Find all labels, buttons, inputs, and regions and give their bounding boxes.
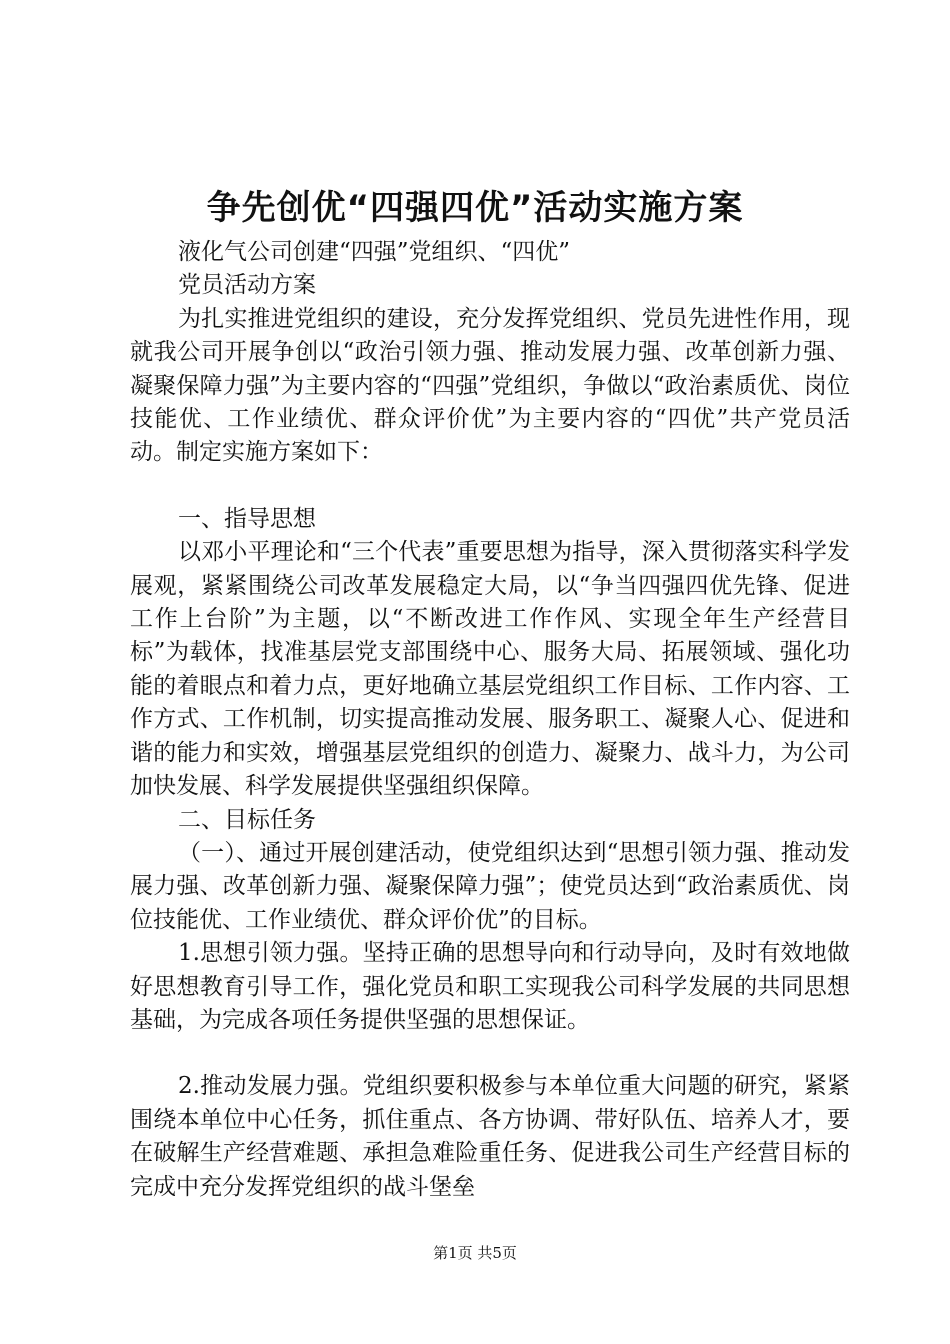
section-1-paragraph: 以邓小平理论和“三个代表”重要思想为指导，深入贯彻落实科学发展观，紧紧围绕公司改革发展稳定大局，以“争当四强四优先锋、促进工作上台阶”为主题，以“不断改进工作作风、实现全年生产经营目标”为载体，找准基层党支部围绕中心、服务大局、拓展领域、强化功能的着眼点和着力点，更好地确立基层党组织工作目标、工作内容、工作方式、工作机制，切实提高推动发展、服务职工、凝聚人心、促进和谐的能力和实效，增强基层党组织的创造力、凝聚力、战斗力，为公司加快发展、科学发展提供坚强组织保障。	[130, 539, 850, 800]
section-1-heading: 一、指导思想	[178, 505, 316, 532]
intro-paragraph: 为扎实推进党组织的建设，充分发挥党组织、党员先进性作用，现就我公司开展争创以“政治引领力强、推动发展力强、改革创新力强、凝聚保障力强”为主要内容的“四强”党组织，争做以“政治素质优、岗位技能优、工作业绩优、群众评价优”为主要内容的“四优”共产党员活动。制定实施方案如下：	[130, 305, 850, 466]
paragraph-gap	[130, 470, 850, 503]
section-2-subsection-1: （一）、通过开展创建活动，使党组织达到“思想引领力强、推动发展力强、改革创新力强、凝聚保障力强”；使党员达到“政治素质优、岗位技能优、工作业绩优、群众评价优”的目标。	[130, 839, 850, 933]
item-1-paragraph: 1.思想引领力强。坚持正确的思想导向和行动导向，及时有效地做好思想教育引导工作，强化党员和职工实现我公司科学发展的共同思想基础，为完成各项任务提供坚强的思想保证。	[130, 940, 850, 1033]
subtitle-line-2: 党员活动方案	[178, 272, 316, 299]
paragraph-gap	[130, 1037, 850, 1070]
document-title: 争先创优“四强四优”活动实施方案	[206, 188, 744, 228]
subtitle-line-1: 液化气公司创建“四强”党组织、“四优”	[178, 239, 571, 265]
section-2-heading: 二、目标任务	[178, 806, 316, 833]
page-footer: 第1页 共5页	[433, 1244, 517, 1262]
document-body	[130, 236, 850, 1204]
item-2-paragraph: 2.推动发展力强。党组织要积极参与本单位重大问题的研究，紧紧围绕本单位中心任务，抓住重点、各方协调、带好队伍、培养人才，要在破解生产经营难题、承担急难险重任务、促进我公司生产经营目标的完成中充分发挥党组织的战斗堡垒	[130, 1073, 850, 1200]
